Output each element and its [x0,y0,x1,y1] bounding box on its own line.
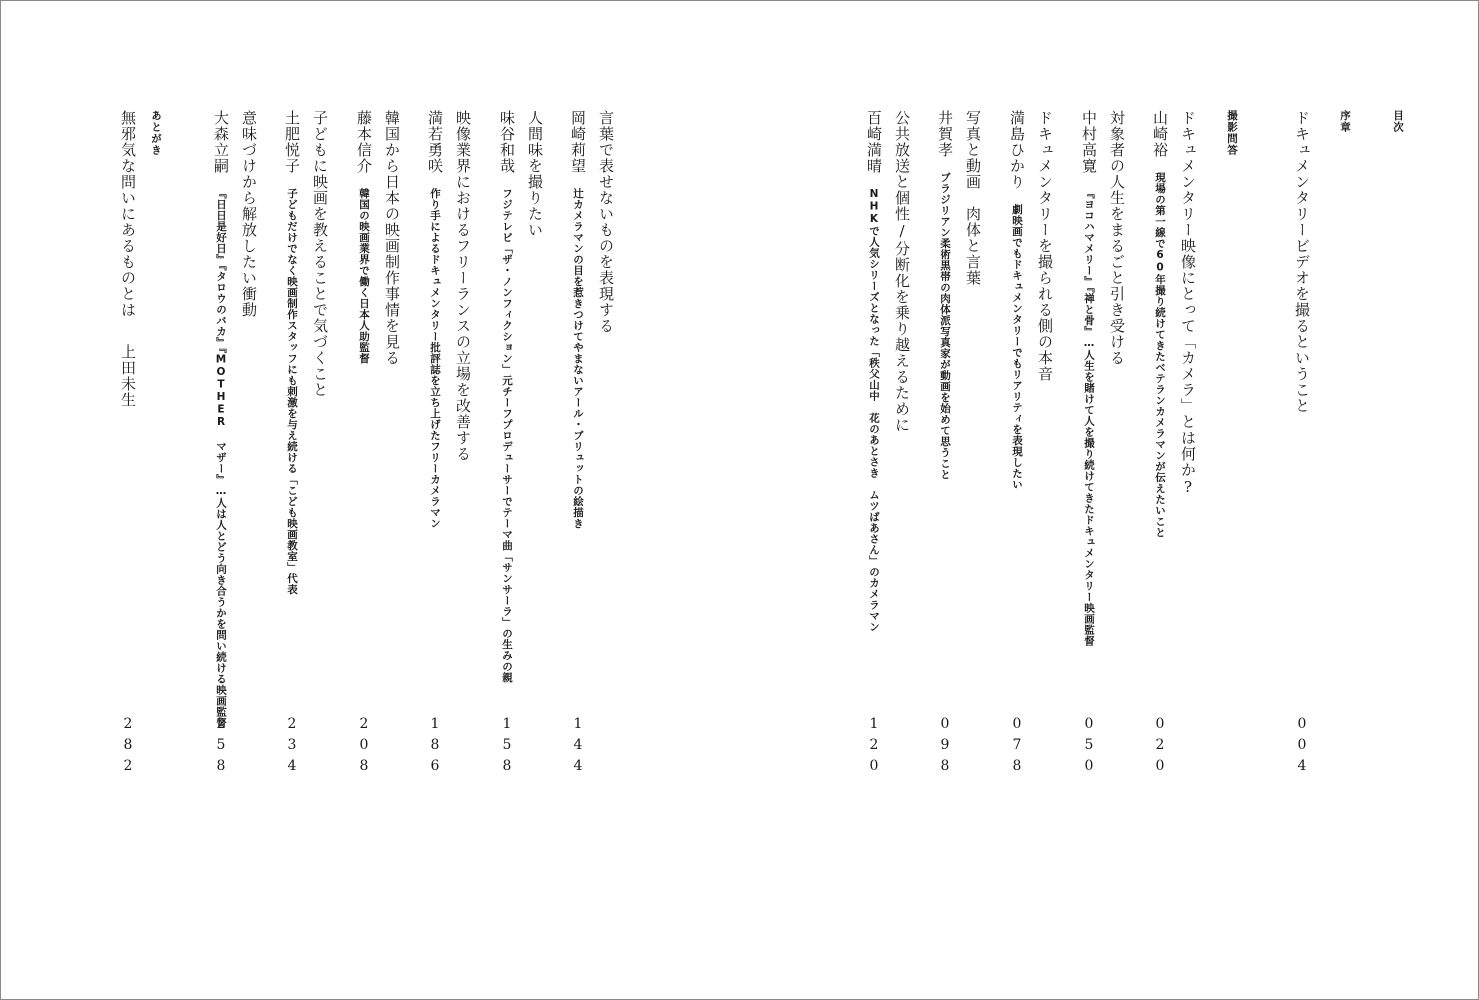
entry-subtitle: 韓国の映画業界で働く日本人助監督 [358,188,370,364]
entry-subtitle: NHKで人気シリーズとなった「秩父山中 花のあとさき ムツばあさん」のカメラマン [868,188,880,633]
entry-title[interactable]: 対象者の人生をまるごと引き受ける [1108,110,1126,366]
entry-title[interactable]: 意味づけから解放したい衝動 [240,110,258,318]
entry-subtitle: 作り手によるドキュメンタリー批評誌を立ち上げたフリーカメラマン [429,188,441,529]
entry-title[interactable]: 韓国から日本の映画制作事情を見る [383,110,401,366]
entry-title[interactable]: 言葉で表せないものを表現する [597,110,615,334]
entry-author: 味谷和哉 [498,110,516,174]
entry-subtitle: 『日日是好日』『タロウのバカ』『MOTHER マザー』…人は人とどう向き合うかを問い続ける映画監督 [215,188,227,729]
entry-author: 満若勇咲 [426,110,444,174]
entry-title[interactable]: 人間味を撮りたい [526,110,544,238]
entry-subtitle: 『ヨコハマメリー』『禅と骨』…人生を賭けて人を撮り続けてきたドキュメンタリー映画監督 [1083,188,1095,647]
page-number[interactable]: 144 [570,716,586,779]
entry-author-line [862,110,886,633]
page-number[interactable]: 208 [356,716,372,779]
entry-title-line [116,110,140,408]
entry-title[interactable]: ドキュメンタリー映像にとって「カメラ」とは何か? [1179,110,1197,497]
page-number[interactable]: 050 [1081,716,1097,779]
entry-author: 中村高寛 [1080,110,1098,174]
entry-author: 土肥悦子 [283,110,301,174]
entry-subtitle: 辻カメラマンの目を惹きつけてやまないアール・ブリュットの絵描き [572,188,584,529]
entry-author: 藤本信介 [355,110,373,174]
section-label: 撮影問答 [1226,110,1238,156]
entry-author: 百崎満晴 [865,110,883,174]
entry-author-line [352,110,376,364]
entry-author-line [1077,110,1101,646]
entry-title[interactable]: ドキュメンタリーを撮られる側の本音 [1036,110,1054,382]
page-number[interactable]: 098 [937,716,953,779]
page-number[interactable]: 078 [1009,716,1025,779]
page-number[interactable]: 282 [120,716,136,779]
page-number[interactable]: 004 [1294,716,1310,779]
entry-author-line [280,110,304,595]
section-label: 序章 [1339,110,1351,133]
page-number[interactable]: 234 [284,716,300,779]
section-label: あとがき [150,110,162,156]
entry-subtitle: 劇映画でもドキュメンタリーでもリアリティを表現したい [1011,204,1023,490]
page-number[interactable]: 020 [1152,716,1168,779]
entry-author: 井賀孝 [936,110,954,158]
entry-author-line [1148,110,1172,538]
entry-title[interactable]: 写真と動画 肉体と言葉 [964,110,982,286]
page-number[interactable]: 258 [213,716,229,779]
entry-subtitle: 現場の第一線で60年撮り続けてきたベテランカメラマンが伝えたいこと [1154,172,1166,538]
page-number[interactable]: 186 [427,716,443,779]
entry-subtitle: フジテレビ「ザ・ノンフィクション」元チーフプロデューサーでテーマ曲「サンサーラ」の生みの親 [501,188,513,683]
entry-author: 満島ひかり [1008,110,1026,190]
entry-subtitle: 子どもだけでなく映画制作スタッフにも刺激を与え続ける「こども映画教室」代表 [286,188,298,595]
entry-author-line [933,110,957,480]
entry-title[interactable]: 無邪気な問いにあるものとは [119,110,137,318]
entry-author-line [495,110,519,683]
entry-author: 山崎裕 [1151,110,1169,158]
entry-author-line [566,110,590,529]
entry-title[interactable]: 映像業界におけるフリーランスの立場を改善する [454,110,472,462]
entry-author: 大森立嗣 [212,110,230,174]
entry-title[interactable]: 子どもに映画を教えることで気づくこと [311,110,329,398]
entry-author-line [1005,110,1029,490]
page-number[interactable]: 158 [499,716,515,779]
entry-title[interactable]: ドキュメンタリービデオを撮るということ [1293,110,1311,414]
page-number[interactable]: 120 [866,716,882,779]
entry-author: 上田未生 [119,344,137,408]
toc-heading: 目次 [1392,110,1404,133]
entry-author: 岡崎莉望 [569,110,587,174]
entry-subtitle: ブラジリアン柔術黒帯の肉体派写真家が動画を始めて思うこと [939,172,951,480]
entry-author-line [423,110,447,529]
entry-author-line [209,110,233,729]
entry-title[interactable]: 公共放送と個性/分断化を乗り越えるために [893,110,911,433]
